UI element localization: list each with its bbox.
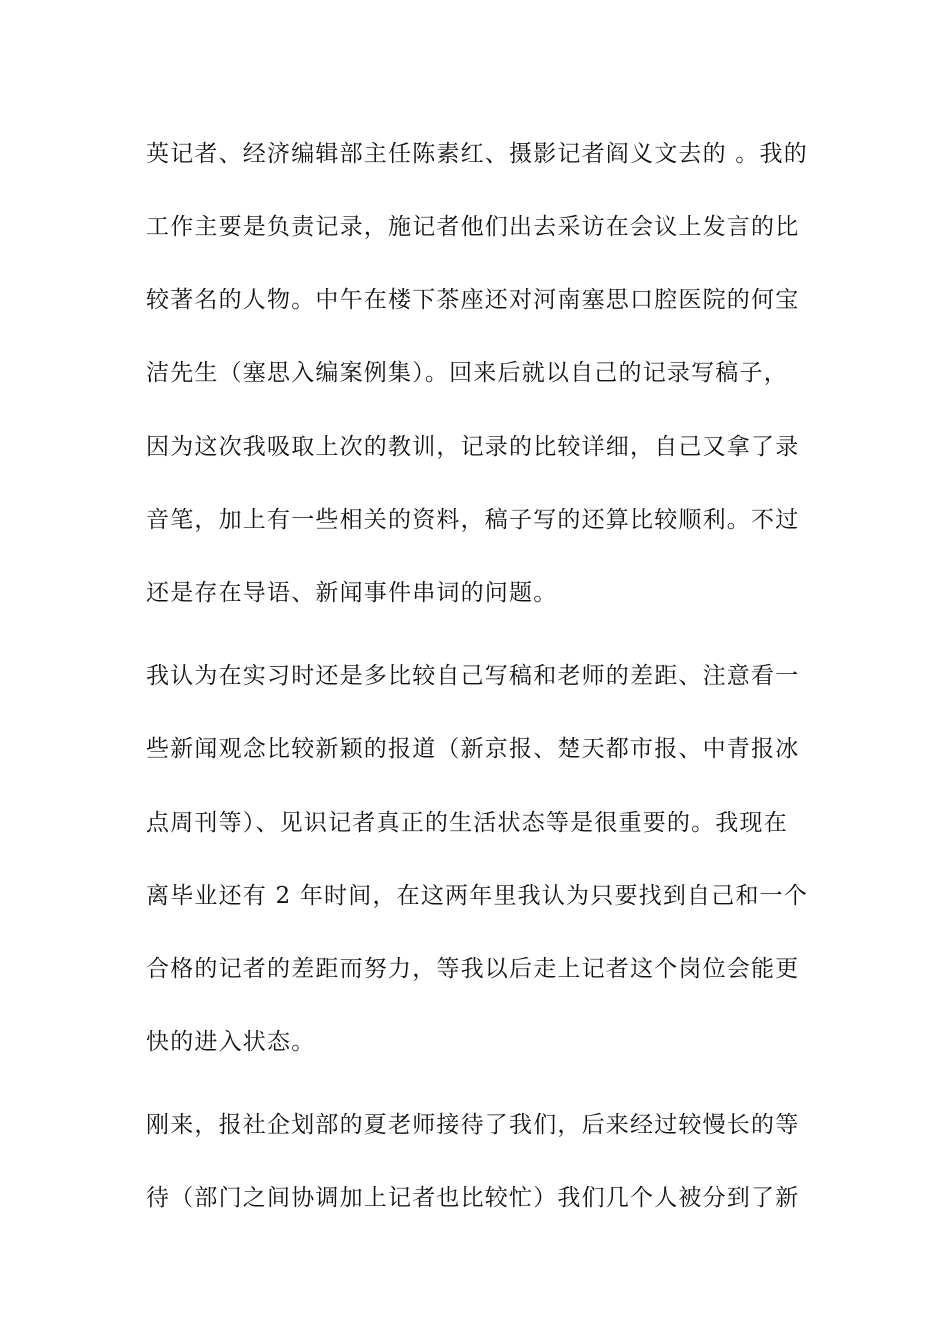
- text-line: 工作主要是负责记录，施记者他们出去采访在会议上发言的比: [146, 214, 800, 240]
- text-line: 合格的记者的差距而努力，等我以后走上记者这个岗位会能更: [146, 956, 800, 982]
- text-line: 洁先生（塞思入编案例集）。回来后就以自己的记录写稿子，: [146, 360, 788, 386]
- text-line: 我认为在实习时还是多比较自己写稿和老师的差距、注意看一: [146, 663, 800, 689]
- text-line: 快的进入状态。: [146, 1029, 316, 1055]
- text-line: 因为这次我吸取上次的教训，记录的比较详细，自己又拿了录: [146, 434, 800, 460]
- text-line: 音笔，加上有一些相关的资料，稿子写的还算比较顺利。不过: [146, 507, 800, 533]
- text-line: 些新闻观念比较新颖的报道（新京报、楚天都市报、中青报冰: [146, 736, 800, 762]
- text-line: 待（部门之间协调加上记者也比较忙）我们几个人被分到了新: [146, 1185, 800, 1211]
- text-line: 点周刊等）、见识记者真正的生活状态等是很重要的。我现在: [146, 810, 788, 836]
- text-line: 英记者、经济编辑部主任陈素红、摄影记者阎义文去的 。我的: [146, 141, 808, 167]
- text-line: 离毕业还有 2 年时间，在这两年里我认为只要找到自己和一个: [146, 883, 809, 909]
- text-line: 刚来，报社企划部的夏老师接待了我们，后来经过较慢长的等: [146, 1112, 800, 1138]
- text-line: 还是存在导语、新闻事件串词的问题。: [146, 580, 558, 606]
- text-line: 较著名的人物。中午在楼下茶座还对河南塞思口腔医院的何宝: [146, 287, 800, 313]
